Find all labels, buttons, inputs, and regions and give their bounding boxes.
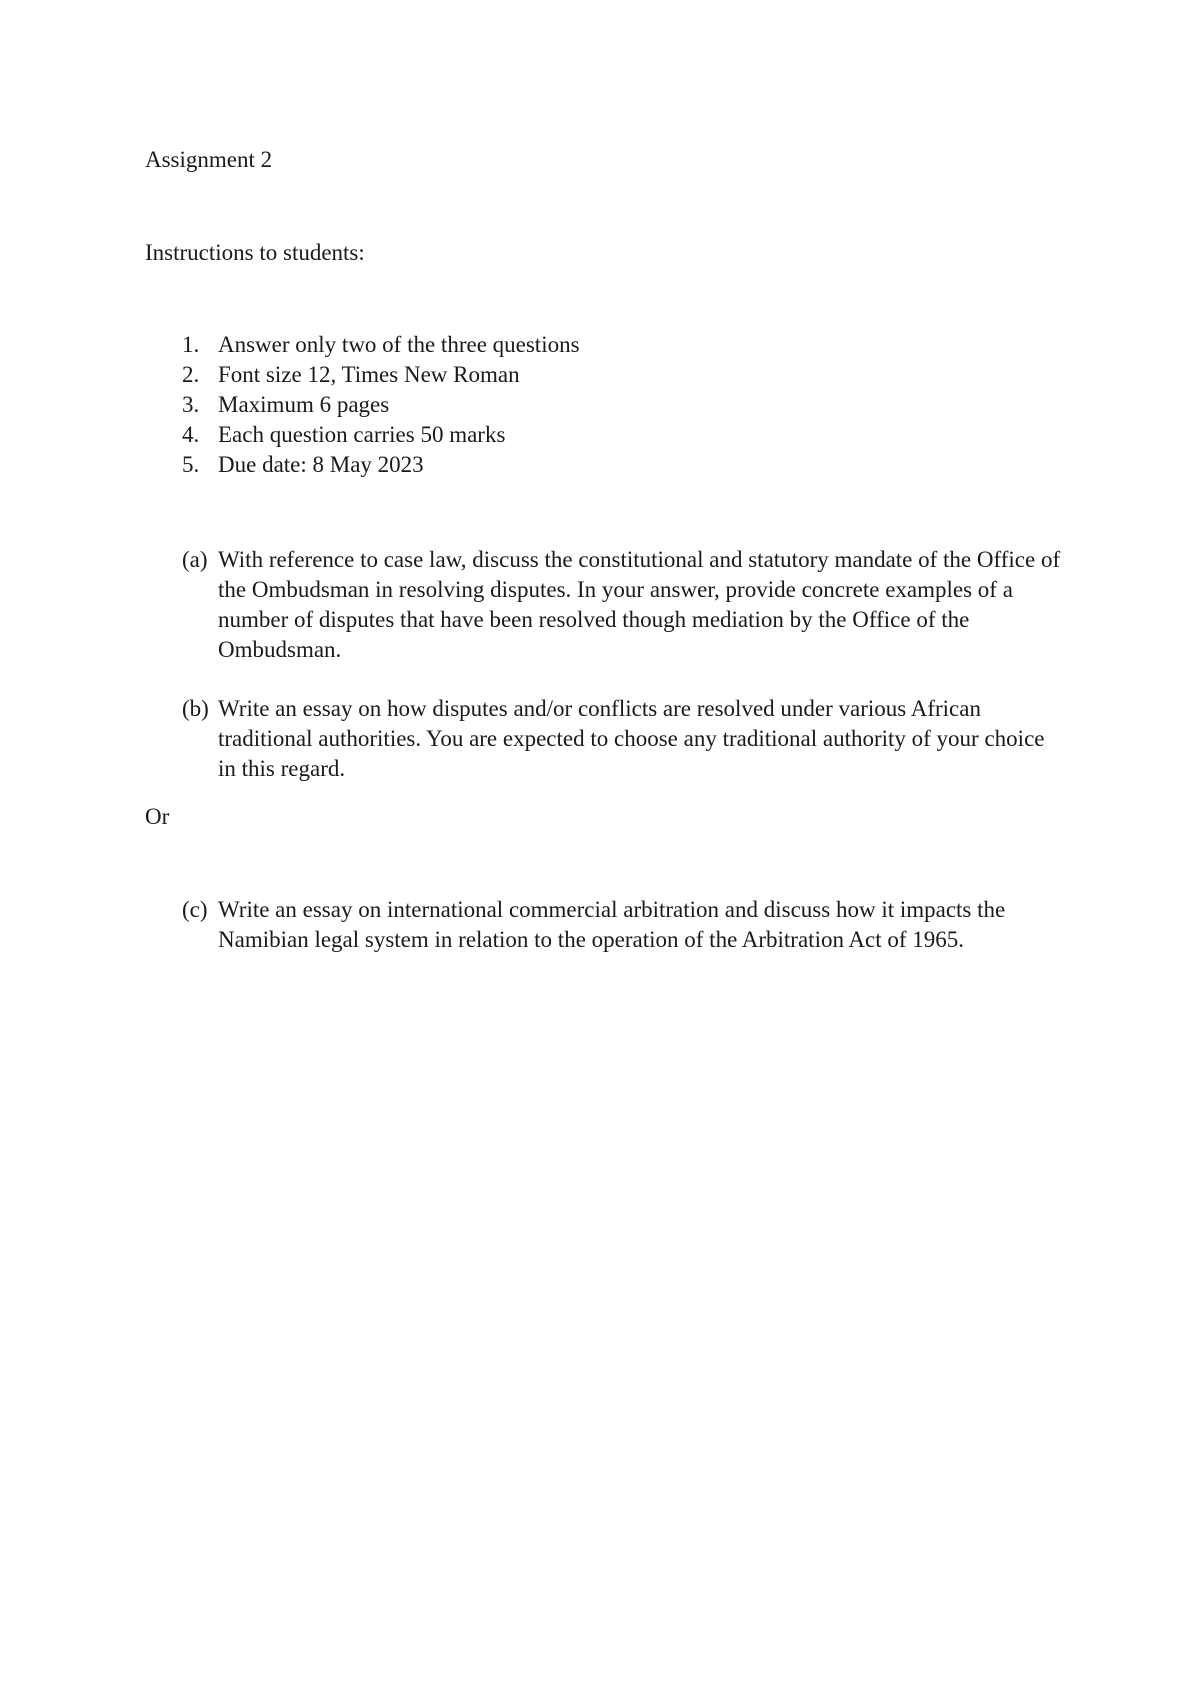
question-a-text: With reference to case law, discuss the constitutional and statutory mandate of the Office of the Ombudsman in resolving disputes. In your answer, provide concrete examples of a number of disputes that have been resolved though mediation by the Office of the Ombudsman. [218,547,1061,662]
question-b-text: Write an essay on how disputes and/or conflicts are resolved under various African traditional authorities. You are expected to choose any traditional authority of your choice in this regard. [218,696,1045,781]
list-item-number: 2. [182,362,200,387]
list-item-text: Maximum 6 pages [218,392,390,417]
list-item-text: Due date: 8 May 2023 [218,452,424,477]
question-b-marker: (b) [182,696,209,721]
question-c-text: Write an essay on international commercial arbitration and discuss how it impacts the Namibian legal system in relation to the operation of the Arbitration Act of 1965. [218,897,1006,952]
list-item-number: 4. [182,422,200,447]
list-item-text: Each question carries 50 marks [218,422,506,447]
list-item-number: 3. [182,392,200,417]
question-c-marker: (c) [182,897,208,922]
instructions-heading: Instructions to students: [145,240,365,265]
or-separator: Or [145,804,170,829]
list-item-number: 1. [182,332,200,357]
list-item-number: 5. [182,452,200,477]
question-a-marker: (a) [182,547,208,572]
list-item-text: Answer only two of the three questions [218,332,580,357]
list-item-text: Font size 12, Times New Roman [218,362,520,387]
document-title: Assignment 2 [145,147,273,172]
